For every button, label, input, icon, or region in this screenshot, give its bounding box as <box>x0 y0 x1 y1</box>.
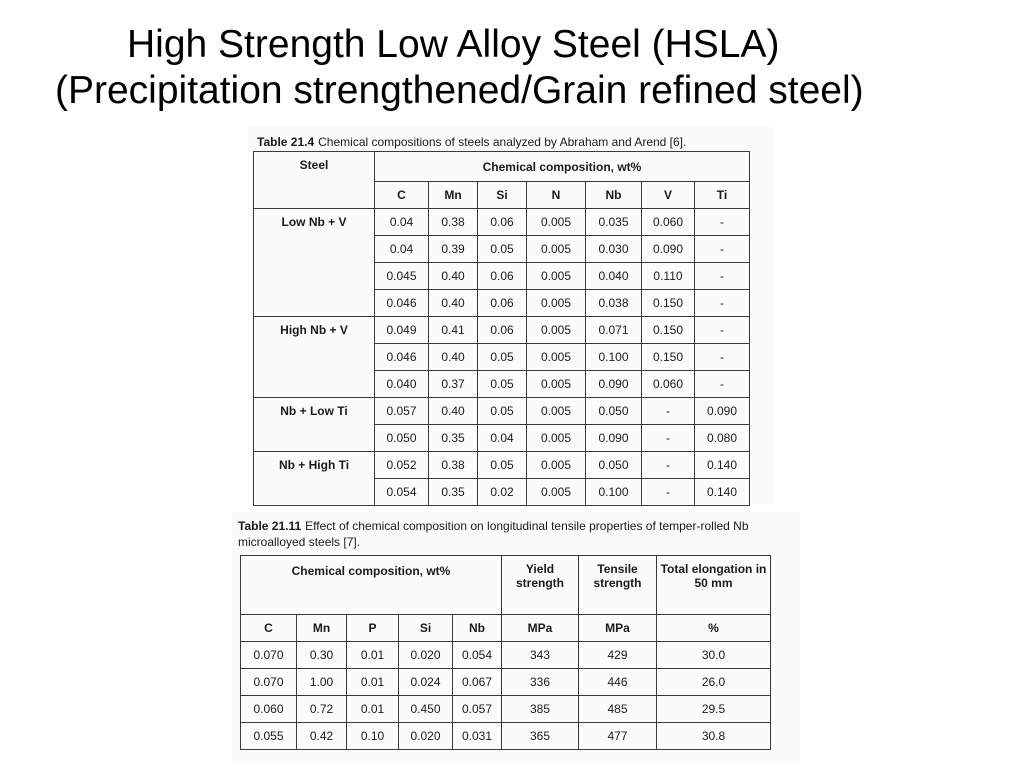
table-cell: 485 <box>579 696 657 723</box>
table-cell: 0.005 <box>527 209 586 236</box>
header-yield-strength: Yield strength <box>502 556 579 615</box>
table-cell: 0.090 <box>586 425 642 452</box>
table-cell: 0.052 <box>375 452 429 479</box>
column-header-row <box>241 615 771 642</box>
header-chemical-composition: Chemical composition, wt% <box>241 556 502 615</box>
table-cell: 0.01 <box>347 696 399 723</box>
table-cell: 0.035 <box>586 209 642 236</box>
table-cell: 0.140 <box>695 479 750 506</box>
table-cell: - <box>642 425 695 452</box>
table-21-11-caption-text: Effect of chemical composition on longitudinal tensile properties of temper-rolled Nb microalloyed steels [7]. <box>238 519 749 549</box>
header-row <box>241 556 771 615</box>
table-cell: 0.005 <box>527 425 586 452</box>
table-cell: 0.054 <box>375 479 429 506</box>
table-cell: 477 <box>579 723 657 750</box>
table-cell: 30.8 <box>657 723 771 750</box>
table-cell: - <box>695 263 750 290</box>
table-cell: - <box>695 371 750 398</box>
table-cell: 0.057 <box>375 398 429 425</box>
table-cell: 26.0 <box>657 669 771 696</box>
column-header: Si <box>399 615 453 642</box>
table-cell: 0.30 <box>297 642 347 669</box>
header-total-elongation: Total elongation in 50 mm <box>657 556 771 615</box>
column-header: N <box>527 182 586 209</box>
table-cell: 0.100 <box>586 344 642 371</box>
table-cell: 1.00 <box>297 669 347 696</box>
table-cell: 385 <box>502 696 579 723</box>
column-header: V <box>642 182 695 209</box>
table-cell: 0.06 <box>478 209 527 236</box>
table-cell: 0.046 <box>375 344 429 371</box>
table-cell: - <box>695 209 750 236</box>
table-cell: 0.060 <box>642 371 695 398</box>
table-cell: 0.060 <box>642 209 695 236</box>
table-cell: 30.0 <box>657 642 771 669</box>
header-tensile-strength: Tensile strength <box>579 556 657 615</box>
table-cell: 0.040 <box>375 371 429 398</box>
table-cell: 0.005 <box>527 452 586 479</box>
table-cell: 446 <box>579 669 657 696</box>
table-21-4-caption <box>257 134 767 150</box>
table-cell: 0.024 <box>399 669 453 696</box>
table-cell: 0.046 <box>375 290 429 317</box>
table-cell: 0.150 <box>642 317 695 344</box>
table-21-4-caption-text: Chemical compositions of steels analyzed by Abraham and Arend [6]. <box>318 135 687 149</box>
column-header: Nb <box>586 182 642 209</box>
table-cell: 343 <box>502 642 579 669</box>
table-cell: 0.42 <box>297 723 347 750</box>
table-cell: 0.04 <box>478 425 527 452</box>
title-line-1: High Strength Low Alloy Steel (HSLA) <box>127 23 780 66</box>
column-header: Mn <box>429 182 478 209</box>
table-cell: 0.110 <box>642 263 695 290</box>
table-cell: 0.150 <box>642 290 695 317</box>
table-cell: 29.5 <box>657 696 771 723</box>
table-cell: 0.05 <box>478 236 527 263</box>
table-cell: 0.040 <box>586 263 642 290</box>
table-cell: 0.38 <box>429 209 478 236</box>
column-header: % <box>657 615 771 642</box>
table-cell: 0.005 <box>527 371 586 398</box>
header-chemical-composition: Chemical composition, wt% <box>375 152 750 182</box>
table-cell: 0.050 <box>375 425 429 452</box>
column-header: C <box>241 615 297 642</box>
table-row <box>254 452 750 479</box>
column-header: MPa <box>579 615 657 642</box>
table-cell: 0.40 <box>429 398 478 425</box>
table-cell: 0.050 <box>586 398 642 425</box>
table-row <box>241 642 771 669</box>
table-cell: 336 <box>502 669 579 696</box>
table-cell: 0.04 <box>375 236 429 263</box>
steel-group-label: Low Nb + V <box>254 209 375 317</box>
table-cell: 0.031 <box>453 723 502 750</box>
column-header: C <box>375 182 429 209</box>
table-cell: 0.005 <box>527 398 586 425</box>
table-21-11-caption <box>238 518 794 550</box>
table-cell: 0.05 <box>478 398 527 425</box>
table-cell: 365 <box>502 723 579 750</box>
table-cell: 0.090 <box>586 371 642 398</box>
column-header: Mn <box>297 615 347 642</box>
steel-group-label: High Nb + V <box>254 317 375 398</box>
table-cell: 0.005 <box>527 344 586 371</box>
table-cell: 0.057 <box>453 696 502 723</box>
title-line-2: (Precipitation strengthened/Grain refined steel) <box>55 69 864 112</box>
table-cell: 0.070 <box>241 669 297 696</box>
table-cell: 0.05 <box>478 371 527 398</box>
column-header: Ti <box>695 182 750 209</box>
table-cell: 0.060 <box>241 696 297 723</box>
slide-title <box>0 20 1024 116</box>
table-cell: - <box>695 290 750 317</box>
table-cell: 0.140 <box>695 452 750 479</box>
table-cell: - <box>695 344 750 371</box>
table-cell: 0.150 <box>642 344 695 371</box>
table-row <box>241 669 771 696</box>
table-cell: 0.071 <box>586 317 642 344</box>
table-cell: 0.35 <box>429 425 478 452</box>
table-cell: 0.080 <box>695 425 750 452</box>
table-cell: 0.40 <box>429 344 478 371</box>
table-cell: 0.005 <box>527 263 586 290</box>
table-cell: - <box>642 452 695 479</box>
table-row <box>241 696 771 723</box>
table-21-11-caption-number: Table 21.11 <box>238 519 302 533</box>
table-cell: 0.39 <box>429 236 478 263</box>
table-cell: 0.06 <box>478 290 527 317</box>
table-cell: 0.38 <box>429 452 478 479</box>
table-cell: 0.35 <box>429 479 478 506</box>
table-cell: 0.10 <box>347 723 399 750</box>
table-cell: 0.05 <box>478 452 527 479</box>
table-cell: - <box>695 236 750 263</box>
header-row <box>254 152 750 182</box>
column-header: Nb <box>453 615 502 642</box>
table-row <box>241 723 771 750</box>
table-cell: 0.054 <box>453 642 502 669</box>
table-cell: - <box>695 317 750 344</box>
table-cell: 0.005 <box>527 290 586 317</box>
table-cell: 0.005 <box>527 317 586 344</box>
table-cell: 0.090 <box>642 236 695 263</box>
table-cell: 0.045 <box>375 263 429 290</box>
table-21-4 <box>253 151 750 506</box>
table-cell: 0.41 <box>429 317 478 344</box>
table-cell: 0.005 <box>527 236 586 263</box>
table-row <box>254 317 750 344</box>
table-cell: 0.04 <box>375 209 429 236</box>
column-header: P <box>347 615 399 642</box>
table-cell: 0.049 <box>375 317 429 344</box>
table-cell: 0.055 <box>241 723 297 750</box>
table-cell: 0.020 <box>399 642 453 669</box>
table-21-4-caption-number: Table 21.4 <box>257 135 315 149</box>
table-cell: 0.067 <box>453 669 502 696</box>
table-cell: 0.72 <box>297 696 347 723</box>
table-cell: 0.06 <box>478 317 527 344</box>
table-cell: 0.37 <box>429 371 478 398</box>
table-cell: 0.020 <box>399 723 453 750</box>
table-21-11 <box>240 555 771 750</box>
table-cell: 0.050 <box>586 452 642 479</box>
table-cell: 0.06 <box>478 263 527 290</box>
table-cell: 0.005 <box>527 479 586 506</box>
header-steel: Steel <box>254 152 375 209</box>
table-cell: 0.02 <box>478 479 527 506</box>
table-cell: 0.40 <box>429 263 478 290</box>
table-cell: 0.01 <box>347 669 399 696</box>
table-row <box>254 209 750 236</box>
steel-group-label: Nb + High Ti <box>254 452 375 506</box>
table-cell: 0.450 <box>399 696 453 723</box>
table-21-4-body <box>254 152 750 506</box>
table-cell: - <box>642 479 695 506</box>
table-cell: 0.05 <box>478 344 527 371</box>
column-header: Si <box>478 182 527 209</box>
table-cell: - <box>642 398 695 425</box>
table-cell: 0.100 <box>586 479 642 506</box>
table-cell: 0.030 <box>586 236 642 263</box>
steel-group-label: Nb + Low Ti <box>254 398 375 452</box>
table-row <box>254 398 750 425</box>
table-cell: 0.038 <box>586 290 642 317</box>
table-cell: 0.090 <box>695 398 750 425</box>
table-cell: 0.070 <box>241 642 297 669</box>
table-21-11-body <box>241 556 771 750</box>
table-cell: 429 <box>579 642 657 669</box>
column-header: MPa <box>502 615 579 642</box>
table-cell: 0.01 <box>347 642 399 669</box>
table-cell: 0.40 <box>429 290 478 317</box>
